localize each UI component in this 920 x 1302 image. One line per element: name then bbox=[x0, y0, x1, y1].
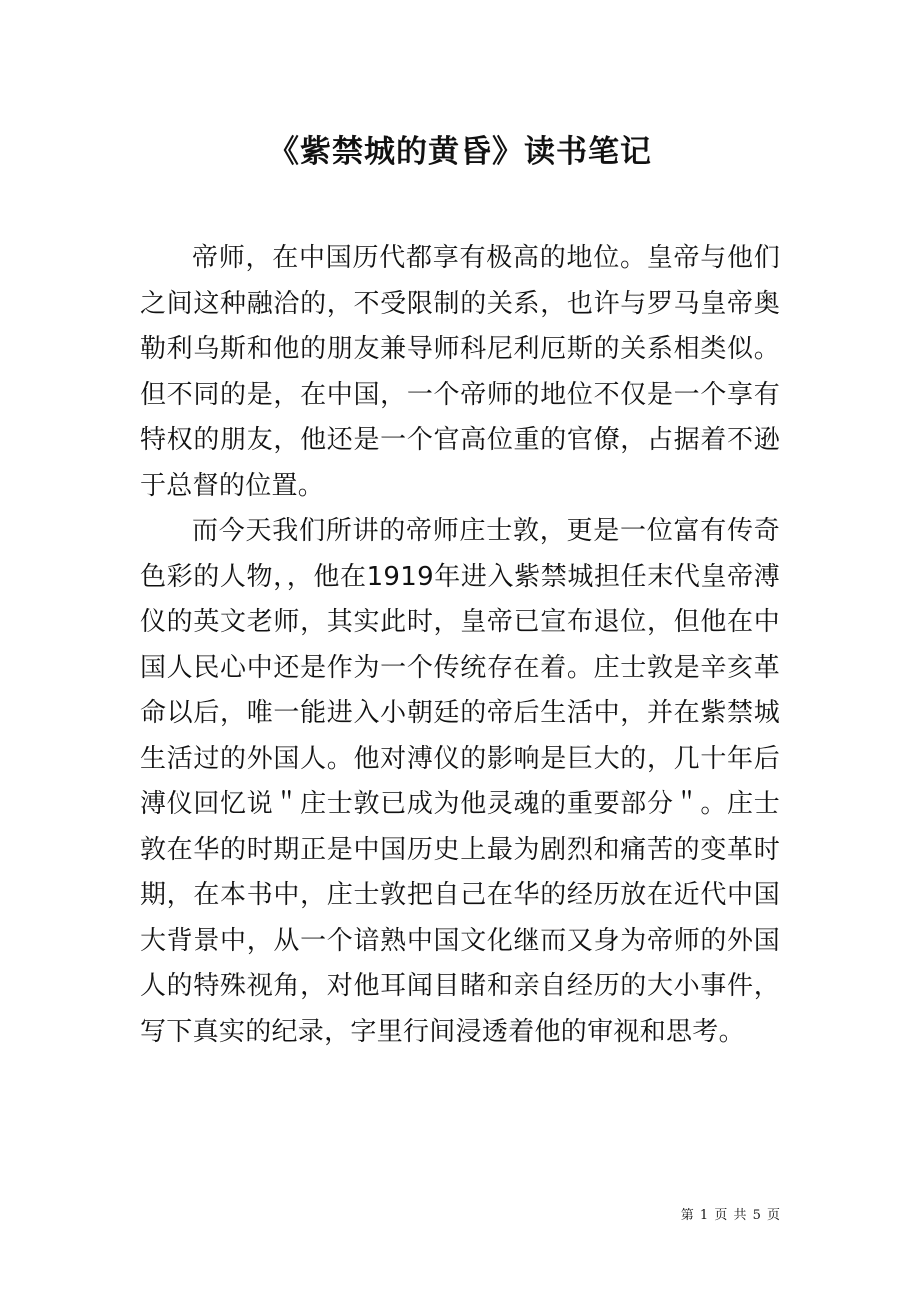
page-number-footer: 第 1 页 共 5 页 bbox=[680, 1208, 780, 1223]
paragraph: 而今天我们所讲的帝师庄士敦，更是一位富有传奇色彩的人物，，他在1919年进入紫禁城担任末代皇帝溥仪的英文老师，其实此时，皇帝已宣布退位，但他在中国人民心中还是作为一个传统存在着。庄士敦是辛亥革命以后，唯一能进入小朝廷的帝后生活中，并在紫禁城生活过的外国人。他对溥仪的影响是巨大的，几十年后溥仪回忆说＂庄士敦已成为他灵魂的重要部分＂。庄士敦在华的时期正是中国历史上最为剧烈和痛苦的变革时期，在本书中，庄士敦把自己在华的经历放在近代中国大背景中，从一个谙熟中国文化继而又身为帝师的外国人的特殊视角，对他耳闻目睹和亲自经历的大小事件，写下真实的纪录，字里行间浸透着他的审视和思考。 bbox=[140, 516, 780, 1047]
document-body bbox=[140, 236, 780, 1055]
document-title: 《紫禁城的黄昏》读书笔记 bbox=[268, 134, 652, 170]
paragraph: 帝师，在中国历代都享有极高的地位。皇帝与他们之间这种融洽的，不受限制的关系，也许与罗马皇帝奥勒利乌斯和他的朋友兼导师科尼利厄斯的关系相类似。但不同的是，在中国，一个帝师的地位不仅是一个享有特权的朋友，他还是一个官高位重的官僚，占据着不逊于总督的位置。 bbox=[140, 243, 780, 501]
